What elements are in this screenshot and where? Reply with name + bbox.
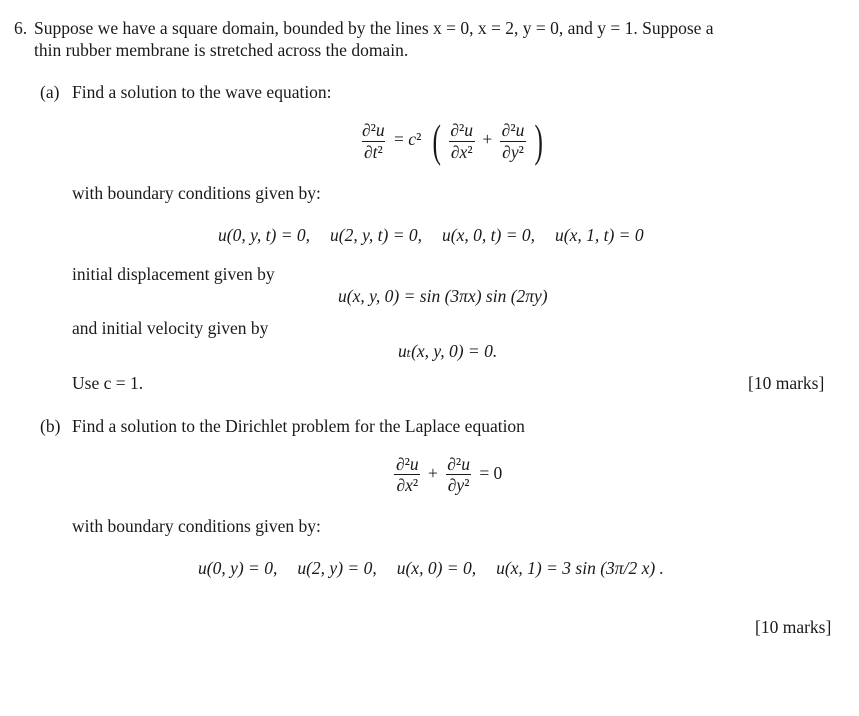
part-a-boundary-conditions [218, 225, 644, 245]
question-intro-line-1: Suppose we have a square domain, bounded by the lines x = 0, x = 2, y = 0, and y = 1. Suppose a [34, 18, 714, 38]
bc-a-4: u(x, 1, t) = 0 [555, 225, 644, 245]
bc-b-3: u(x, 0) = 0, [396, 558, 477, 578]
laplace-equation: $\frac{\text{∂²u}}{\text{∂x²}}$ + $\frac{\text{∂²u}}{\text{∂y²}}$ = 0 [396, 454, 503, 496]
part-b-label: (b) [40, 416, 61, 436]
part-a-use-c: Use c = 1. [72, 373, 144, 393]
part-a-marks: [10 marks] [748, 373, 825, 393]
part-a-prompt: Find a solution to the wave equation: [72, 82, 332, 102]
bc-b-2: u(2, y) = 0, [297, 558, 377, 578]
part-b-bc-label: with boundary conditions given by: [72, 516, 321, 536]
part-a-displacement: u(x, y, 0) = sin (3πx) sin (2πy) [338, 286, 548, 306]
part-a-label: (a) [40, 82, 60, 102]
bc-b-4: u(x, 1) = 3 sin (3π/2 x) . [496, 558, 664, 578]
question-intro-line-2: thin rubber membrane is stretched across the domain. [34, 40, 409, 60]
question-number: 6. [14, 18, 28, 38]
part-a-bc-label: with boundary conditions given by: [72, 183, 321, 203]
bc-a-2: u(2, y, t) = 0, [330, 225, 423, 245]
part-b-boundary-conditions [198, 558, 664, 578]
part-b-prompt: Find a solution to the Dirichlet problem for the Laplace equation [72, 416, 525, 436]
part-b-marks: [10 marks] [755, 617, 832, 637]
bc-a-3: u(x, 0, t) = 0, [442, 225, 535, 245]
part-a-velocity-label: and initial velocity given by [72, 318, 269, 338]
wave-equation: $\frac{\text{∂²u}}{\text{∂t²}}$ = c² ( $\frac{\text{∂²u}}{\text{∂x²}}$ + $\frac{\text{∂²u}}{\text{∂y²}}$ ) [362, 115, 543, 166]
part-a-displacement-label: initial displacement given by [72, 264, 275, 284]
bc-a-1: u(0, y, t) = 0, [218, 225, 311, 245]
part-a-velocity: uₜ(x, y, 0) = 0. [398, 341, 498, 361]
bc-b-1: u(0, y) = 0, [198, 558, 278, 578]
